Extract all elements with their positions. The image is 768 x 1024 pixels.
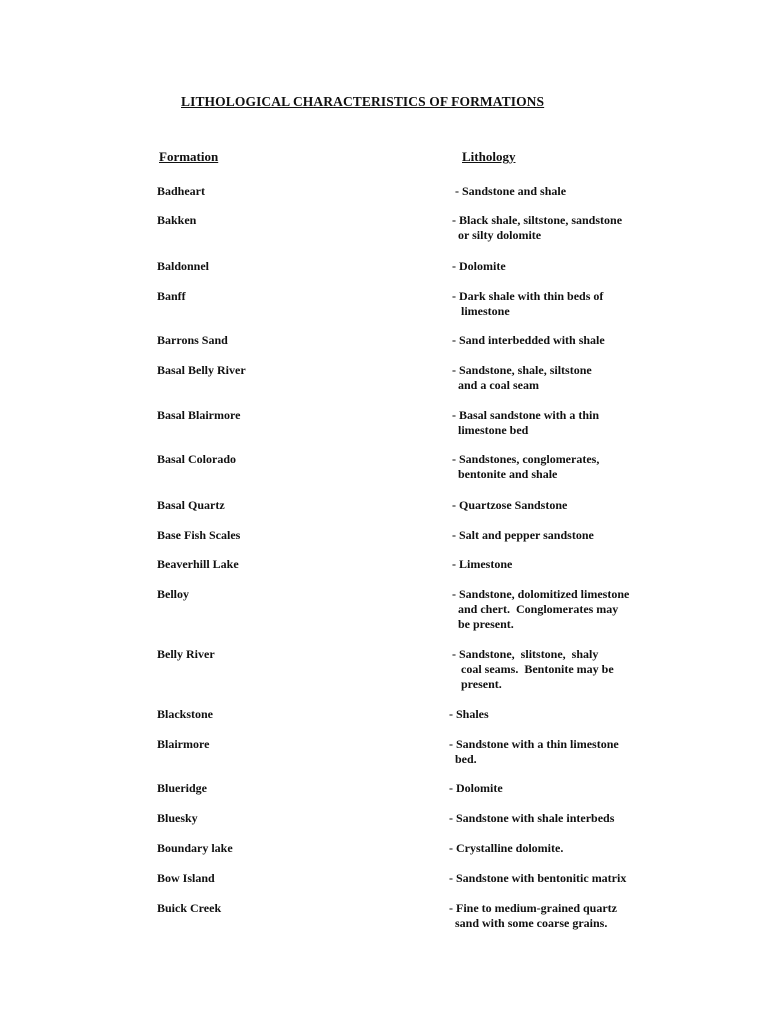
lithology-description: - Dark shale with thin beds of limestone (452, 289, 604, 318)
formation-name: Blueridge (157, 781, 207, 795)
formation-name: Base Fish Scales (157, 528, 241, 542)
lithology-description: - Sandstone, dolomitized limestone and chert. Conglomerates may be present. (452, 587, 630, 631)
lithology-description: - Sandstone, shale, siltstone and a coal seam (452, 363, 592, 392)
lithology-description: - Sandstone with a thin limestone bed. (449, 737, 619, 766)
lithology-description: - Fine to medium-grained quartz sand with some coarse grains. (449, 901, 617, 930)
lithology-description: - Salt and pepper sandstone (452, 528, 594, 542)
formation-name: Bakken (157, 213, 197, 227)
lithology-description: - Black shale, siltstone, sandstone or silty dolomite (452, 213, 623, 242)
lithology-description: - Dolomite (452, 259, 506, 273)
formation-name: Basal Colorado (157, 452, 237, 466)
lithology-description: - Quartzose Sandstone (452, 498, 568, 512)
lithology-description: - Crystalline dolomite. (449, 841, 564, 855)
formation-name: Beaverhill Lake (157, 557, 239, 571)
formation-name: Belly River (157, 647, 215, 661)
formation-name: Badheart (157, 184, 205, 198)
lithology-description: - Sandstone with bentonitic matrix (449, 871, 627, 885)
formation-name: Blackstone (157, 707, 214, 721)
lithology-description: - Sand interbedded with shale (452, 333, 605, 347)
lithology-description: - Shales (449, 707, 489, 721)
lithology-description: - Sandstone, slitstone, shaly coal seams. Bentonite may be present. (452, 647, 614, 691)
lithology-description: - Dolomite (449, 781, 503, 795)
formation-column-header: Formation (159, 149, 219, 164)
lithology-description: - Sandstone with shale interbeds (449, 811, 615, 825)
formation-name: Buick Creek (157, 901, 222, 915)
lithology-description: - Limestone (452, 557, 513, 571)
formation-name: Baldonnel (157, 259, 210, 273)
formation-name: Blairmore (157, 737, 210, 751)
formation-name: Belloy (157, 587, 189, 601)
formation-name: Basal Quartz (157, 498, 225, 512)
formation-name: Basal Belly River (157, 363, 246, 377)
formation-name: Bow Island (157, 871, 215, 885)
formation-name: Barrons Sand (157, 333, 228, 347)
page-title: LITHOLOGICAL CHARACTERISTICS OF FORMATIONS (181, 94, 545, 109)
formation-name: Basal Blairmore (157, 408, 241, 422)
lithology-description: - Sandstone and shale (455, 184, 567, 198)
formation-name: Boundary lake (157, 841, 233, 855)
lithology-column-header: Lithology (462, 149, 516, 164)
formation-name: Banff (157, 289, 186, 303)
formation-name: Bluesky (157, 811, 198, 825)
lithology-description: - Sandstones, conglomerates, bentonite and shale (452, 452, 600, 481)
lithology-description: - Basal sandstone with a thin limestone bed (452, 408, 600, 437)
